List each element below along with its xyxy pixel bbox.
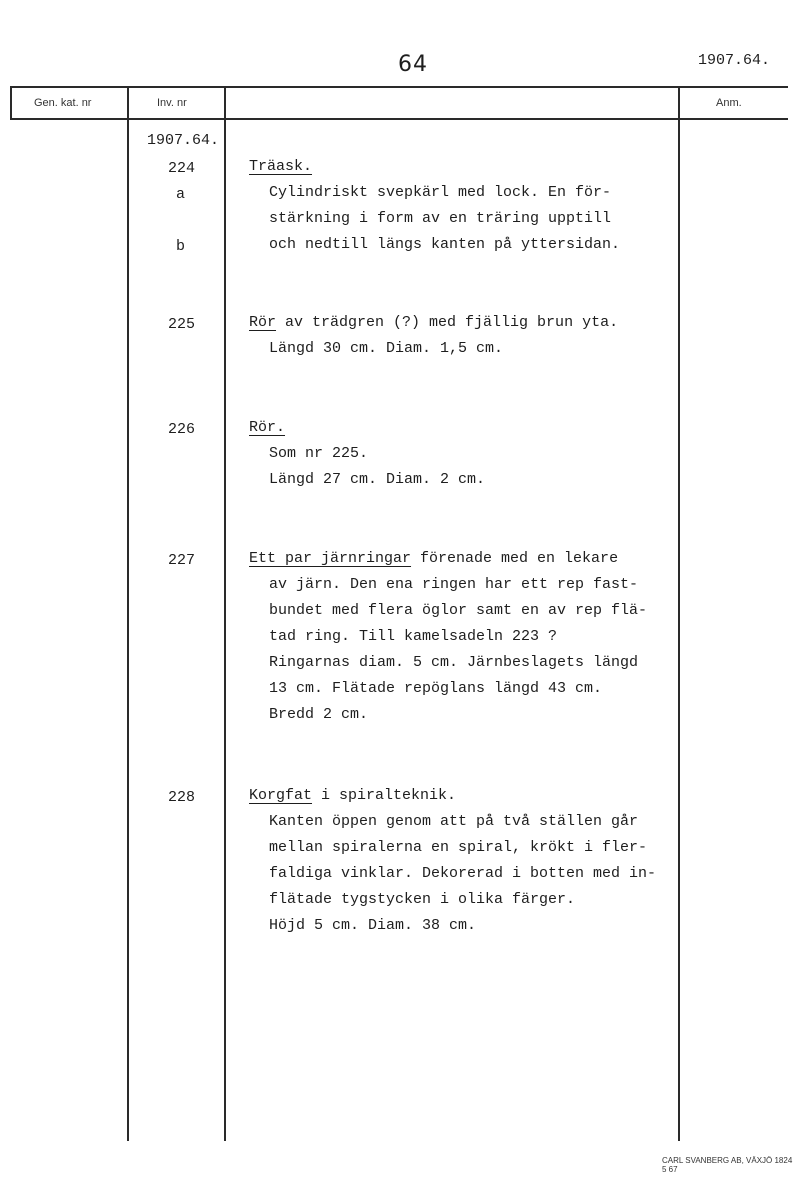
inv-number: 224 [168, 160, 196, 177]
entry-line: Som nr 225. [269, 445, 369, 462]
entry-title-line [249, 154, 312, 180]
entry-title: Ett par järnringar [249, 550, 412, 567]
entry-title-line [249, 546, 618, 572]
entry-line: Kanten öppen genom att på två ställen går [269, 813, 639, 830]
entry-line: flätade tygstycken i olika färger. [269, 891, 576, 908]
page-number: 64 [398, 52, 428, 77]
entry-line: och nedtill längs kanten på yttersidan. [269, 236, 621, 253]
catalog-code: 1907.64. [698, 52, 771, 69]
header-gen-kat-nr: Gen. kat. nr [34, 97, 92, 109]
entry-title-rest: i spiralteknik. [312, 787, 457, 804]
entry-line: faldiga vinklar. Dekorerad i botten med in- [269, 865, 657, 882]
series-label: 1907.64. [147, 132, 220, 149]
entry-line: stärkning i form av en träring upptill [269, 210, 612, 227]
sub-letter: a [176, 186, 186, 203]
entry-title: Rör [249, 314, 277, 331]
entry-line: Längd 30 cm. Diam. 1,5 cm. [269, 340, 504, 357]
entry-line: bundet med flera öglor samt en av rep flä- [269, 602, 648, 619]
column-divider-3 [678, 86, 680, 1141]
sub-letter: b [176, 238, 186, 255]
column-divider-1 [127, 86, 129, 1141]
entry-line: 13 cm. Flätade repöglans längd 43 cm. [269, 680, 603, 697]
entry-title: Träask. [249, 158, 313, 175]
entry-title-line [249, 310, 618, 336]
entry-line: Bredd 2 cm. [269, 706, 369, 723]
entry-title: Rör. [249, 419, 286, 436]
entry-line: Längd 27 cm. Diam. 2 cm. [269, 471, 486, 488]
inv-number: 225 [168, 316, 196, 333]
left-border [10, 86, 12, 119]
entry-line: av järn. Den ena ringen har ett rep fast- [269, 576, 639, 593]
entry-title: Korgfat [249, 787, 313, 804]
inv-number: 228 [168, 789, 196, 806]
entry-title-rest: förenade med en lekare [411, 550, 619, 567]
entry-title-rest: av trädgren (?) med fjällig brun yta. [276, 314, 619, 331]
entry-line: mellan spiralerna en spiral, krökt i fler- [269, 839, 648, 856]
entry-line: Höjd 5 cm. Diam. 38 cm. [269, 917, 477, 934]
entry-line: Cylindriskt svepkärl med lock. En för- [269, 184, 612, 201]
printer-mark: CARL SVANBERG AB, VÄXJÖ 1824 5 67 [662, 1156, 793, 1174]
inv-number: 226 [168, 421, 196, 438]
header-inv-nr: Inv. nr [157, 97, 187, 109]
header-anm: Anm. [716, 97, 742, 109]
inv-number: 227 [168, 552, 196, 569]
entry-line: Ringarnas diam. 5 cm. Järnbeslagets längd [269, 654, 639, 671]
entry-title-line [249, 415, 285, 441]
column-divider-2 [224, 86, 226, 1141]
entry-line: tad ring. Till kamelsadeln 223 ? [269, 628, 558, 645]
entry-title-line [249, 783, 456, 809]
